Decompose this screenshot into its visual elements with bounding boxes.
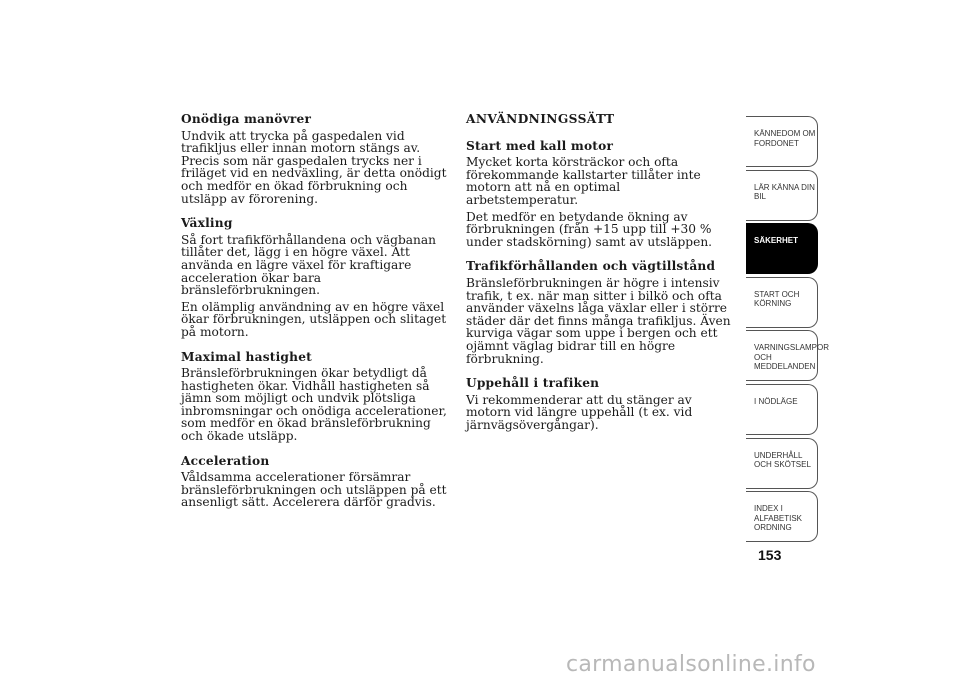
right-column: [466, 113, 736, 435]
section-vaxling: [181, 217, 451, 338]
section-heading: Maximal hastighet: [181, 349, 312, 364]
tab-kannedom-om-fordonet[interactable]: KÄNNEDOM OM FORDONET: [746, 116, 818, 167]
section-maximal-hastighet: [181, 351, 451, 443]
page-number: 153: [758, 547, 782, 563]
paragraph: Så fort trafikförhållandena och vägbanan tillåter det, lägg i en högre växel. Att använda en lägre växel för kraftigare acceleration ökar bara bränsleförbrukningen.: [181, 232, 437, 298]
paragraph: Vi rekommenderar att du stänger av motorn vid längre uppehåll (t ex. vid järnvägsövergångar).: [466, 392, 693, 432]
section-trafikforhallanden: [466, 260, 736, 365]
paragraph: Bränsleförbrukningen är högre i intensiv trafik, t ex. när man sitter i bilkö och ofta använder växelns låga växlar eller i större städer där det finns många trafikljus. Även kurviga vägar som uppe i bergen och ett ojämnt väglag bidrar till en högre förbrukning.: [466, 275, 731, 366]
paragraph: Bränsleförbrukningen ökar betydligt då hastigheten ökar. Vidhåll hastigheten så jämn som möjligt och undvik plötsliga inbromsningar och onödiga accelerationer, som medför en ökad bränsleförbrukning och ökade utsläpp.: [181, 366, 447, 444]
watermark: carmanualsonline.info: [566, 652, 816, 677]
tab-start-och-korning[interactable]: START OCH KÖRNING: [746, 277, 818, 328]
left-column: [181, 113, 451, 513]
tab-lar-kanna-din-bil[interactable]: LÄR KÄNNA DIN BIL: [746, 170, 818, 221]
section-kall-motor: [466, 140, 736, 249]
paragraph: Mycket korta körsträckor och ofta förekommande kallstarter tillåter inte motorn att nå en optimal arbetstemperatur.: [466, 155, 701, 207]
paragraph: Våldsamma accelerationer försämrar bränsleförbrukningen och utsläppen på ett ansenligt sätt. Accelerera därför gradvis.: [181, 470, 447, 510]
section-heading: Uppehåll i trafiken: [466, 376, 600, 391]
section-uppehall: [466, 377, 736, 431]
chapter-title: ANVÄNDNINGSSÄTT: [466, 112, 615, 126]
tab-i-nodlage[interactable]: I NÖDLÄGE: [746, 384, 818, 435]
chapter-tabs: [746, 116, 829, 545]
section-onodiga: [181, 113, 451, 205]
section-heading: Växling: [181, 216, 233, 231]
tab-underhall-och-skotsel[interactable]: UNDERHÅLL OCH SKÖTSEL: [746, 438, 818, 489]
section-heading: Acceleration: [181, 453, 270, 468]
tab-index[interactable]: INDEX I ALFABETISK ORDNING: [746, 491, 818, 542]
section-heading: Onödiga manövrer: [181, 112, 312, 126]
tab-varningslampor[interactable]: VARNINGSLAMPOR OCH MEDDELANDEN: [746, 330, 818, 381]
paragraph: Undvik att trycka på gaspedalen vid trafikljus eller innan motorn stängs av. Precis som när gaspedalen trycks ner i friläget vid en nedväxling, är detta onödigt och medför en ökad förbrukning och utsläpp av förorening.: [181, 128, 447, 206]
section-heading: Start med kall motor: [466, 138, 614, 153]
section-acceleration: [181, 455, 451, 509]
paragraph: En olämplig användning av en högre växel ökar förbrukningen, utsläppen och slitaget på motorn.: [181, 299, 447, 339]
paragraph: Det medför en betydande ökning av förbrukningen (från +15 upp till +30 % under stadskörning) samt av utsläppen.: [466, 209, 713, 249]
section-heading: Trafikförhållanden och vägtillstånd: [466, 259, 716, 274]
tab-sakerhet[interactable]: SÄKERHET: [746, 223, 818, 274]
